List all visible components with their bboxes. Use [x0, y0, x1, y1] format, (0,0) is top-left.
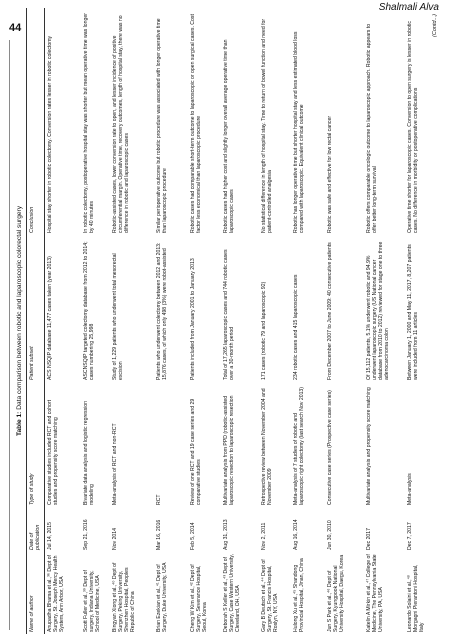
cell-conclusion: Operative time shorter for laparoscopic cases. Conversion to open surgery is lesser in robotic cases. No difference in morbidity or postoperative complications: [407, 20, 420, 233]
cell-type: Consecutive case series (Prospective case series): [327, 390, 333, 505]
cell-conclusion: Robotic-assisted cases, lower conversion rate to open, and lesser incidence of positive circumferential margin. Operative time, recovery outcomes, length of hospital stay, there was no difference in robotic and laparoscopic cases: [112, 15, 131, 233]
cell-author: Katelin A Mirkin et al.,⁴⁷ College of Medicine, The Pennsylvania State University, PA, USA: [366, 554, 385, 632]
cell-type: Multivariate analysis from PPD (robotic-assisted laparoscopic resection to laparoscopic resection: [223, 395, 236, 505]
cell-author: Hulong Xu et al.,⁴⁵ Shandong Provincial Hospital, Jinan, China: [293, 558, 306, 632]
cell-author: Deborah S Keller et al.,⁴³ Dept of Surgery, Case Western University, Cleveland, OH, USA: [223, 554, 242, 632]
cell-author: Jun S Park et al.,⁴⁶ Dept of Surgery, Kyungpook National University Hospital, Daegu, Korea: [327, 554, 346, 632]
cell-type: Meta-analysis: [407, 473, 413, 505]
cell-type: Meta-analysis of RCT and non-RCT: [112, 423, 118, 505]
cell-date: Dec 2017: [366, 527, 372, 550]
cell-type: Bivariate data analysis and logistic regression modeling: [83, 400, 96, 505]
cell-subset: Total of 17,265 laparoscopic cases and 744 robotic cases over a 30-month period: [223, 249, 236, 380]
cell-subset: Patients included from January 2001 to January 2013: [190, 258, 196, 380]
table-title-label: Table 1:: [16, 411, 23, 437]
rotated-table: [10, 6, 440, 636]
cell-subset: 171 cases (robotic 79 and laparoscopic 92): [261, 281, 267, 380]
header-date: Date of publication: [29, 524, 42, 550]
table-title: [16, 6, 23, 636]
cell-author: Cheng W Kim et al.,⁴² Dept of Surgery, Severance Hospital, Seoul, Korea: [190, 564, 209, 632]
header-subset: Patient subset: [29, 346, 35, 380]
cell-subset: Study of 1,229 patients who underwent total mesorectal excision: [112, 253, 125, 380]
cell-type: Multivariate analysis and propensity score matching: [366, 387, 372, 505]
cell-subset: ASCNSQIP targeted colectomy database from 2012 to 2014; cases numbering 25,998: [83, 241, 96, 380]
cell-type: Review of one RCT and 19 case series and 29 comparative studies: [190, 398, 203, 505]
cell-conclusion: Robotic cases had higher cost and slightly longer overall average operative time than laparoscopic cases: [223, 39, 236, 233]
cell-date: Feb 5, 2014: [190, 522, 196, 550]
cell-author: Leonardo Solaini et al.,⁴⁸ Morgagni Pierantoni Hospital, Italy: [407, 564, 426, 632]
cell-subset: ACS NSQIP database 11,477 cases taken (year 2013): [47, 256, 53, 380]
header-author: Name of author: [29, 595, 35, 632]
cell-date: Nov 2014: [112, 527, 118, 550]
cell-date: Mar 16, 2016: [156, 519, 162, 550]
cell-subset: Of 15,112 patients, 5.1% underwent robotic and 94.9% underwent laparoscopic surgery (US National cancer database from 2010 to 2012) reviewed for stage one to three adenocarcinoma colon: [366, 241, 391, 380]
table-header-rule: [44, 8, 45, 634]
cell-subset: Between January 1, 2000 and May 11, 2017, 8,207 patients were included from 11 articles: [407, 244, 420, 380]
page-number: 44: [9, 22, 22, 34]
header-type: Type of study: [29, 473, 35, 505]
cell-type: Retrospective review between November 2004 and November 2009: [261, 388, 274, 505]
cell-conclusion: Similar perioperative outcome but robotic procedure was associated with longer operative time than laparoscopic procedure: [156, 18, 169, 233]
cell-conclusion: No statistical difference in length of hospital stay. Time to return of bowel function and need for patient-controlled analgesia: [261, 18, 274, 233]
cell-type: RCT: [156, 494, 162, 505]
cell-conclusion: Robotic offers comparable oncologic outcome to laparoscopic approach. Robotic appears to offer better long-term survival: [366, 23, 379, 233]
cell-date: Nov 2, 2011: [261, 522, 267, 550]
cell-date: Jul 14, 2015: [47, 521, 53, 550]
cell-author: Bingyan Xiong et al.,⁴⁰ Dept of Surgery, Peking University, Shenzhen Hospital, Peoples Republic of China: [112, 562, 137, 632]
cell-conclusion: Hospital stay shorter in robotic colectomy. Conversion rates lesser in robotic colectomy: [47, 35, 53, 233]
cell-subset: 234 robotic cases and 415 laparoscopic cases: [293, 274, 299, 380]
cell-author: Anupadha Bhama et al.,³⁶ Dept of Surgery, St. Joseph Mercy Health System, Ann Arbor, USA: [47, 555, 66, 632]
cell-type: Comparative studies included RCT and cohort studies and propensity score matching: [47, 399, 60, 505]
table-top-rule: [26, 8, 27, 634]
cell-conclusion: In robotic colectomy, postoperative hospital stay was shorter but mean operative time was longer by 40 minutes: [83, 13, 96, 233]
cell-date: Jun 30, 2010: [327, 520, 333, 550]
table-title-text: Data comparison between robotic and laparoscopic colorectal surgery: [16, 205, 23, 410]
cell-author: Scott Fuller et al.,³⁹ Dept of surgery, Indiana University, School of Medicine, USA: [83, 570, 102, 632]
cell-date: Dec 7, 2017: [407, 522, 413, 550]
running-head: Shalmali Alva: [378, 2, 439, 13]
cell-author: Brian Ezekian et al.,⁴¹ Dept of Surgery, Duke University, USA: [156, 562, 169, 632]
cell-conclusion: Robotic was safe and effective for low rectal cancer: [327, 115, 333, 233]
cell-conclusion: Robotic has longer operative time but shorter hospital stay and less estimated blood loss compared with laparoscopic. Equivalent clinical outcome: [293, 31, 306, 233]
cell-author: Gary B Deutsch et al.,⁴⁴ Dept of Surgery, St. Francis Hospital, Roslyn, NY, USA: [261, 559, 280, 632]
cell-date: Aug 31, 2013: [223, 519, 229, 550]
cell-subset: Patients who underwent colectomy between 2012 and 2013: 15,876 cases, of which only 498 (3%) were robot-assisted: [156, 242, 169, 380]
cell-date: Sep 21, 2016: [83, 519, 89, 550]
continued-note: (Contd...): [432, 14, 438, 37]
cell-date: Aug 16, 2014: [293, 519, 299, 550]
cell-type: Meta-analysis of 7 studies of robotic and laparoscopic right colectomy (last search Nov 2013): [293, 386, 306, 505]
cell-subset: From December 2007 to June 2009: 40 consecutive patients: [327, 242, 333, 380]
header-conclusion: Conclusion: [29, 206, 35, 233]
cell-conclusion: Robotic cases had comparable short-term outcome to laparoscopic or open surgical cases. Cost factor less economical than laparoscopic procedure: [190, 14, 203, 233]
